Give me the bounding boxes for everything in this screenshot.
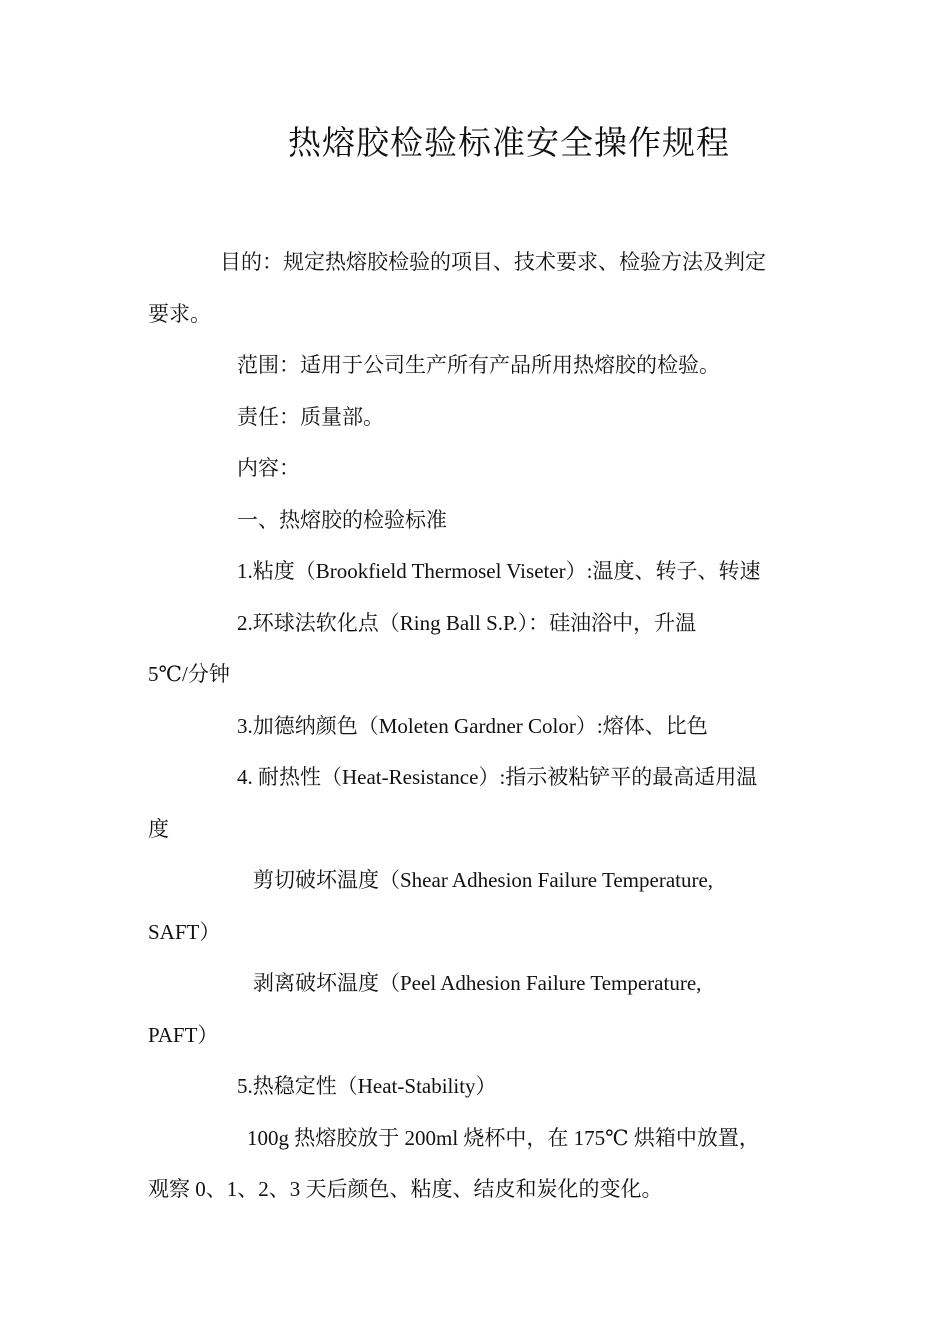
content-heading: 内容：: [237, 456, 300, 480]
purpose-line-continued: 要求。: [148, 302, 211, 326]
subitem-saft-continued: SAFT）: [148, 920, 221, 944]
item-heat-resistance: 4. 耐热性（Heat-Resistance）:指示被粘铲平的最高适用温: [237, 765, 758, 789]
document-title: 热熔胶检验标准安全操作规程: [288, 126, 730, 162]
heat-stability-procedure: 100g 热熔胶放于 200ml 烧杯中，在 175℃ 烘箱中放置，: [247, 1126, 760, 1150]
item-softening-point-continued: 5℃/分钟: [148, 662, 230, 686]
subitem-paft: 剥离破坏温度（Peel Adhesion Failure Temperature,: [253, 971, 702, 995]
heat-stability-procedure-continued: 观察 0、1、2、3 天后颜色、粘度、结皮和炭化的变化。: [148, 1177, 663, 1201]
item-heat-stability: 5.热稳定性（Heat-Stability）: [237, 1074, 497, 1098]
scope-line: 范围：适用于公司生产所有产品所用热熔胶的检验。: [237, 353, 720, 377]
section-heading: 一、热熔胶的检验标准: [237, 508, 447, 532]
item-gardner-color: 3.加德纳颜色（Moleten Gardner Color）:熔体、比色: [237, 714, 708, 738]
responsibility-line: 责任：质量部。: [237, 405, 384, 429]
item-heat-resistance-continued: 度: [148, 817, 169, 841]
subitem-saft: 剪切破坏温度（Shear Adhesion Failure Temperature,: [253, 868, 714, 892]
subitem-paft-continued: PAFT）: [148, 1023, 219, 1047]
purpose-line: 目的：规定热熔胶检验的项目、技术要求、检验方法及判定: [220, 250, 766, 274]
item-viscosity: 1.粘度（Brookfield Thermosel Viseter）:温度、转子、转速: [237, 559, 761, 583]
item-softening-point: 2.环球法软化点（Ring Ball S.P.）：硅油浴中，升温: [237, 611, 697, 635]
